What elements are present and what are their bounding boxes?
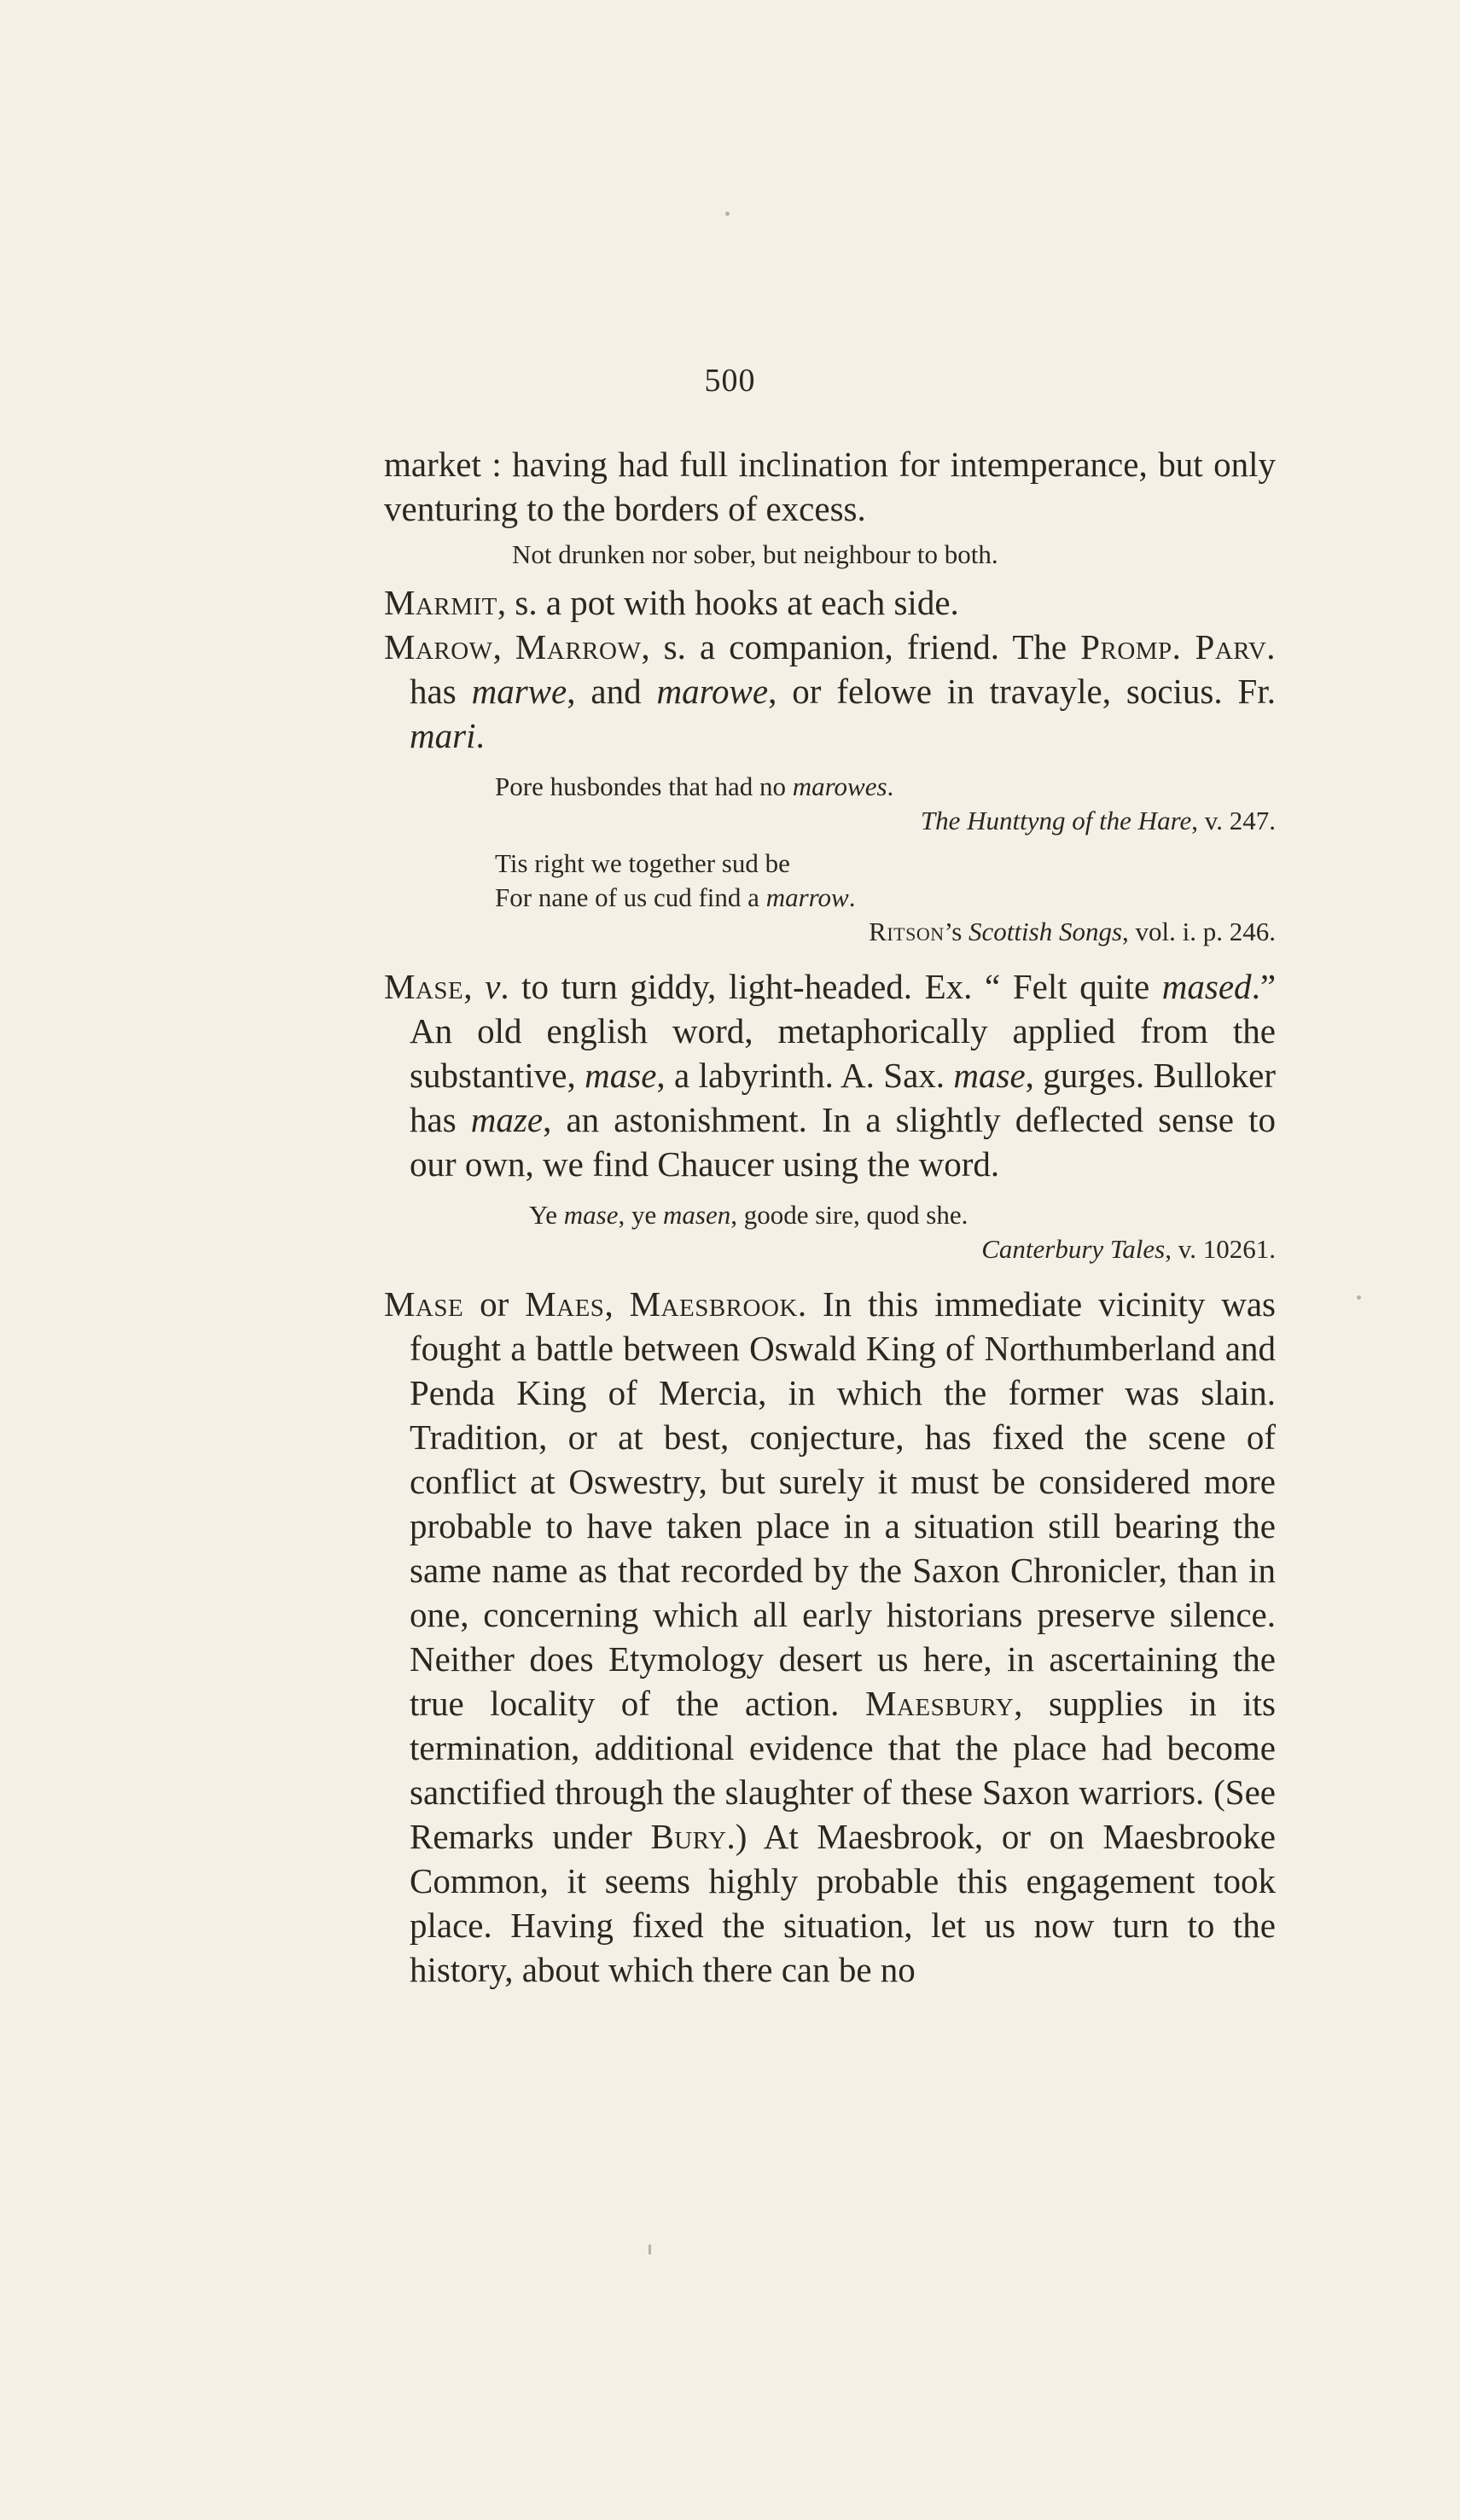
paper-speck	[649, 2244, 651, 2255]
ref-maesbury: Maesbury	[864, 1684, 1015, 1723]
paper-speck	[1357, 1295, 1361, 1300]
quote-source: The Hunttyng of the Hare, v. 247.	[920, 806, 1276, 835]
page-body	[384, 442, 1276, 1992]
quote-not-drunken: Not drunken nor sober, but neighbour to both.	[512, 539, 998, 569]
paragraph-market: market : having had full inclination for intemperance, but only venturing to the borders of excess.	[384, 445, 1277, 528]
quote-source: Canterbury Tales, v. 10261.	[981, 1234, 1276, 1264]
headword-marmit: Marmit	[384, 583, 497, 622]
ref-bury: Bury	[650, 1817, 727, 1856]
headword-marow: Marow	[384, 627, 493, 666]
quote-source: Ritson’s Scottish Songs, vol. i. p. 246.	[869, 917, 1276, 946]
headword-mase: Mase	[384, 967, 464, 1006]
entry-mase: Mase, v. to turn giddy, light-headed. Ex. “ Felt quite mased.” An old english word, metaphorically applied from the substantive, mase, a labyrinth. A. Sax. mase, gurges. Bulloker has maze, an astonishment. In a slightly deflected sense to our own, we find Chaucer using the word.	[384, 967, 1277, 1184]
paper-speck	[725, 212, 730, 216]
entry-marow: Marow, Marrow, s. a companion, friend. The Promp. Parv. has marwe, and marowe, or felowe in travayle, socius. Fr. mari.	[384, 627, 1277, 755]
headword-mase-or-maes: Mase	[384, 1284, 464, 1324]
quote-canterbury: Ye mase, ye masen, goode sire, quod she. Canterbury Tales, v. 10261.	[384, 1198, 1276, 1266]
page-number: 500	[704, 363, 756, 399]
quote-hunttyng: Pore husbondes that had no marowes. The Hunttyng of the Hare, v. 247. Tis right we together sud be For nane of us cud find a marrow. Ritson’s Scottish Songs, vol. i. p. 246.	[384, 770, 1276, 949]
entry-marmit: Marmit, s. a pot with hooks at each side.	[384, 583, 959, 622]
headword-maesbrook: Maesbrook	[629, 1284, 798, 1324]
entry-maesbrook: Mase or Maes, Maesbrook. In this immediate vicinity was fought a battle between Oswald King of Northumberland and Penda King of Mercia, in which the former was slain. Tradition, or at best, conjecture, has fixed the scene of conflict at Oswestry, but surely it must be considered more probable to have taken place in a situation still bearing the same name as that recorded by the Saxon Chronicler, than in one, concerning which all early historians preserve silence. Neither does Etymology desert us here, in ascertaining the true locality of the action. Maesbury, supplies in its termination, additional evidence that the place had become sanctified through the slaughter of these Saxon warriors. (See Remarks under Bury.) At Maesbrook, or on Maesbrooke Common, it seems highly probable this engagement took place. Having fixed the situation, let us now turn to the history, about which there can be no	[384, 1284, 1277, 1989]
headword-marrow: Marrow	[515, 627, 642, 666]
